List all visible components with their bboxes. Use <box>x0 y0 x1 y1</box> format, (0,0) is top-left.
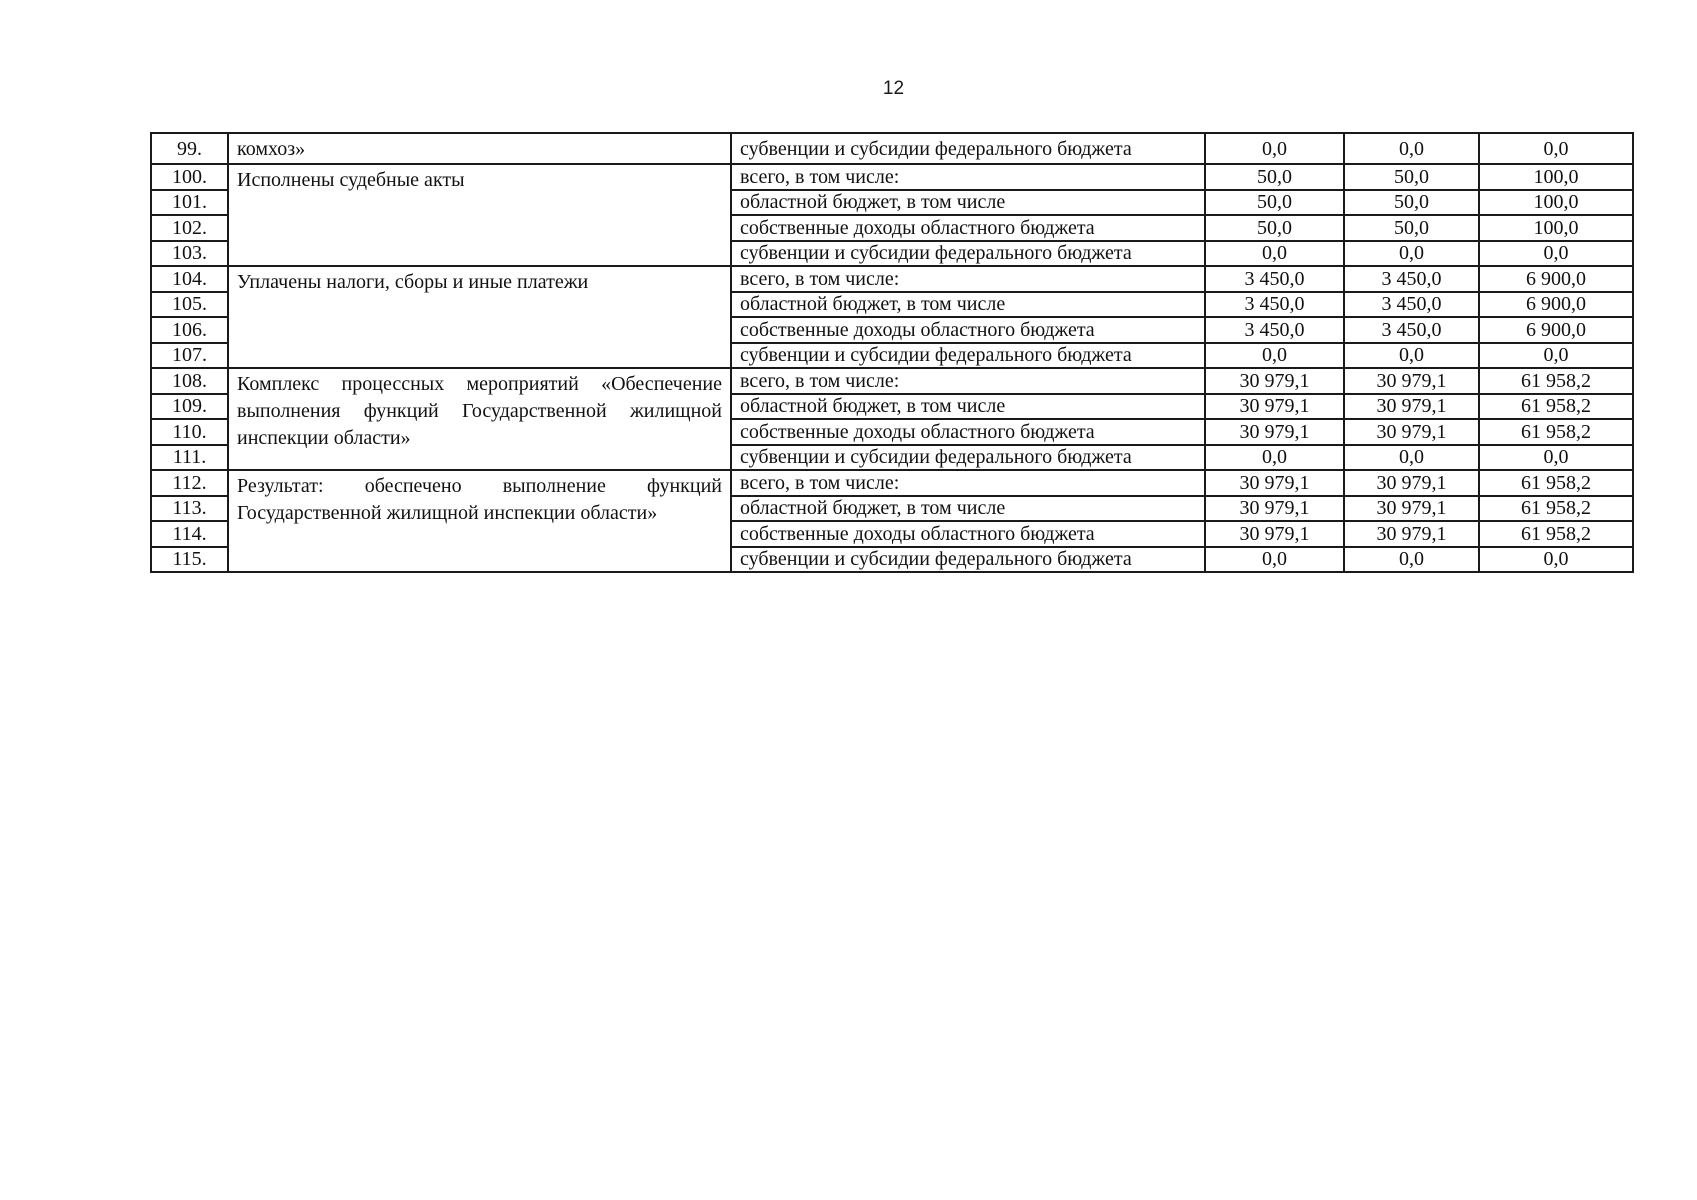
funding-source: всего, в том числе: <box>731 266 1205 292</box>
funding-source: субвенции и субсидии федерального бюджета <box>731 343 1205 369</box>
amount-2: 30 979,1 <box>1344 368 1479 394</box>
amount-3: 6 900,0 <box>1479 266 1633 292</box>
table-row <box>151 164 1633 190</box>
funding-source: субвенции и субсидии федерального бюджета <box>731 241 1205 267</box>
amount-3: 61 958,2 <box>1479 419 1633 445</box>
funding-source: субвенции и субсидии федерального бюджета <box>731 445 1205 471</box>
row-number: 106. <box>151 317 228 343</box>
funding-source: собственные доходы областного бюджета <box>731 215 1205 241</box>
amount-1: 50,0 <box>1205 190 1344 216</box>
funding-source: областной бюджет, в том числе <box>731 292 1205 318</box>
row-number: 104. <box>151 266 228 292</box>
row-number: 115. <box>151 547 228 573</box>
amount-1: 0,0 <box>1205 343 1344 369</box>
funding-source: областной бюджет, в том числе <box>731 496 1205 522</box>
amount-2: 3 450,0 <box>1344 317 1479 343</box>
amount-1: 50,0 <box>1205 164 1344 190</box>
amount-3: 0,0 <box>1479 241 1633 267</box>
budget-table <box>150 132 1634 573</box>
amount-2: 0,0 <box>1344 133 1479 164</box>
activity-name: Уплачены налоги, сборы и иные платежи <box>228 266 731 368</box>
amount-1: 30 979,1 <box>1205 394 1344 420</box>
activity-name: Исполнены судебные акты <box>228 164 731 266</box>
activity-name: Комплекс процессных мероприятий «Обеспечение выполнения функций Государственной жилищной инспекции области» <box>228 368 731 470</box>
row-number: 107. <box>151 343 228 369</box>
funding-source: собственные доходы областного бюджета <box>731 419 1205 445</box>
amount-3: 6 900,0 <box>1479 292 1633 318</box>
funding-source: собственные доходы областного бюджета <box>731 521 1205 547</box>
row-number: 113. <box>151 496 228 522</box>
amount-2: 0,0 <box>1344 547 1479 573</box>
amount-1: 3 450,0 <box>1205 266 1344 292</box>
row-number: 111. <box>151 445 228 471</box>
amount-3: 100,0 <box>1479 190 1633 216</box>
row-number: 101. <box>151 190 228 216</box>
row-number: 114. <box>151 521 228 547</box>
funding-source: всего, в том числе: <box>731 368 1205 394</box>
funding-source: областной бюджет, в том числе <box>731 190 1205 216</box>
row-number: 108. <box>151 368 228 394</box>
amount-2: 30 979,1 <box>1344 521 1479 547</box>
budget-table-body <box>151 133 1633 572</box>
amount-2: 0,0 <box>1344 241 1479 267</box>
row-number: 99. <box>151 133 228 164</box>
row-number: 103. <box>151 241 228 267</box>
row-number: 110. <box>151 419 228 445</box>
funding-source: областной бюджет, в том числе <box>731 394 1205 420</box>
amount-2: 3 450,0 <box>1344 292 1479 318</box>
amount-3: 100,0 <box>1479 215 1633 241</box>
amount-2: 30 979,1 <box>1344 394 1479 420</box>
amount-2: 0,0 <box>1344 343 1479 369</box>
funding-source: субвенции и субсидии федерального бюджета <box>731 547 1205 573</box>
amount-2: 50,0 <box>1344 164 1479 190</box>
amount-1: 30 979,1 <box>1205 496 1344 522</box>
amount-3: 61 958,2 <box>1479 368 1633 394</box>
funding-source: всего, в том числе: <box>731 164 1205 190</box>
page-number: 12 <box>882 78 905 99</box>
funding-source: собственные доходы областного бюджета <box>731 317 1205 343</box>
amount-3: 100,0 <box>1479 164 1633 190</box>
amount-1: 3 450,0 <box>1205 292 1344 318</box>
table-row <box>151 368 1633 394</box>
amount-1: 50,0 <box>1205 215 1344 241</box>
amount-2: 30 979,1 <box>1344 419 1479 445</box>
amount-3: 61 958,2 <box>1479 521 1633 547</box>
amount-2: 50,0 <box>1344 190 1479 216</box>
row-number: 100. <box>151 164 228 190</box>
amount-1: 30 979,1 <box>1205 470 1344 496</box>
activity-name: Результат: обеспечено выполнение функций Государственной жилищной инспекции области» <box>228 470 731 572</box>
amount-1: 0,0 <box>1205 445 1344 471</box>
row-number: 102. <box>151 215 228 241</box>
amount-1: 30 979,1 <box>1205 521 1344 547</box>
row-number: 109. <box>151 394 228 420</box>
activity-name: комхоз» <box>228 133 731 164</box>
amount-1: 30 979,1 <box>1205 419 1344 445</box>
amount-3: 61 958,2 <box>1479 394 1633 420</box>
amount-2: 30 979,1 <box>1344 496 1479 522</box>
amount-1: 0,0 <box>1205 133 1344 164</box>
row-number: 112. <box>151 470 228 496</box>
amount-3: 0,0 <box>1479 133 1633 164</box>
amount-1: 0,0 <box>1205 547 1344 573</box>
amount-3: 61 958,2 <box>1479 496 1633 522</box>
table-row <box>151 470 1633 496</box>
table-row <box>151 266 1633 292</box>
funding-source: всего, в том числе: <box>731 470 1205 496</box>
amount-1: 0,0 <box>1205 241 1344 267</box>
table-row <box>151 133 1633 164</box>
funding-source: субвенции и субсидии федерального бюджета <box>731 133 1205 164</box>
amount-3: 0,0 <box>1479 343 1633 369</box>
amount-1: 3 450,0 <box>1205 317 1344 343</box>
amount-3: 0,0 <box>1479 547 1633 573</box>
amount-2: 3 450,0 <box>1344 266 1479 292</box>
amount-3: 0,0 <box>1479 445 1633 471</box>
amount-2: 0,0 <box>1344 445 1479 471</box>
amount-3: 6 900,0 <box>1479 317 1633 343</box>
amount-2: 50,0 <box>1344 215 1479 241</box>
amount-1: 30 979,1 <box>1205 368 1344 394</box>
amount-2: 30 979,1 <box>1344 470 1479 496</box>
row-number: 105. <box>151 292 228 318</box>
amount-3: 61 958,2 <box>1479 470 1633 496</box>
